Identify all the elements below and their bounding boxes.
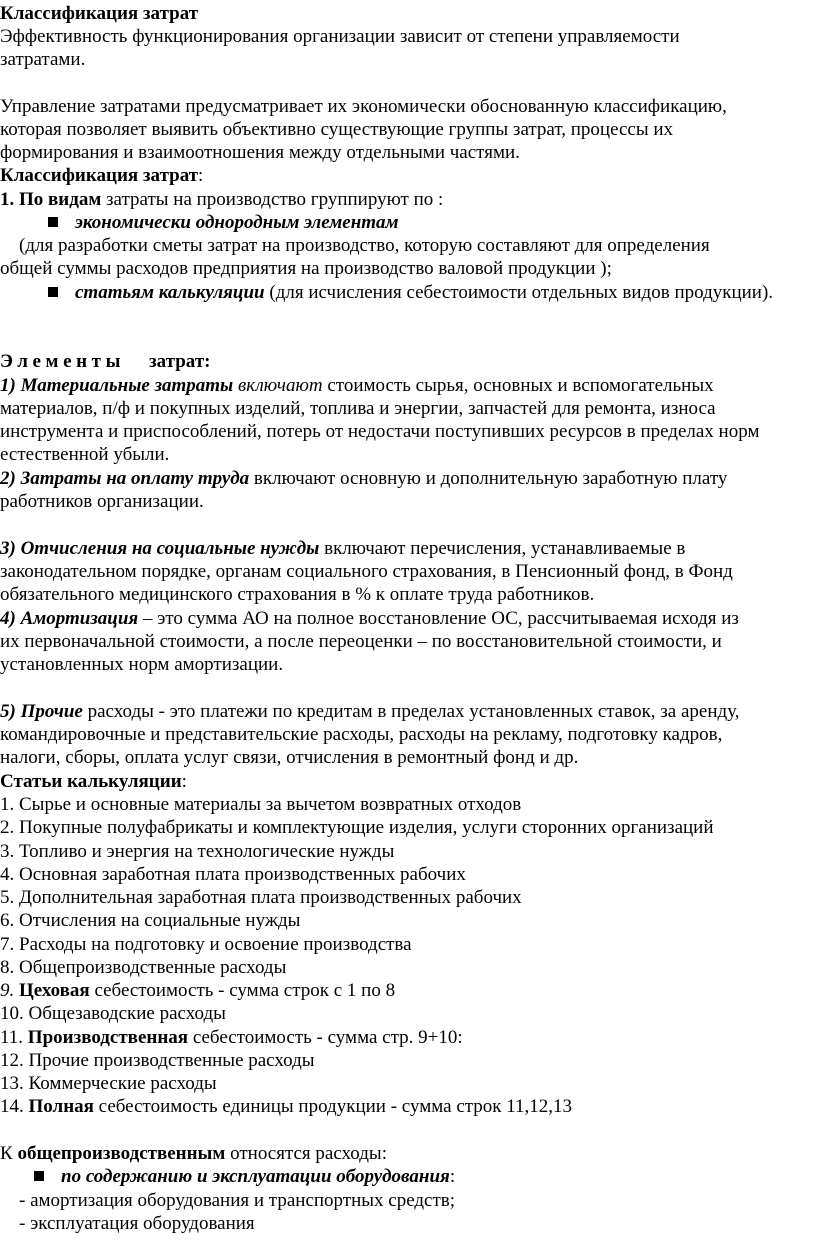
paragraph-line: их первоначальной стоимости, а после переоценки – по восстановительной стоимости, и: [0, 631, 722, 652]
paragraph-line: законодательном порядке, органам социального страхования, в Пенсионный фонд, в Фонд: [0, 561, 733, 582]
list-item: 5. Дополнительная заработная плата производственных рабочих: [0, 887, 522, 908]
list-item: 7. Расходы на подготовку и освоение производства: [0, 934, 412, 955]
paragraph-line: Эффективность функционирования организации зависит от степени управляемости: [0, 26, 680, 47]
list-item: 8. Общепроизводственные расходы: [0, 957, 287, 978]
paragraph-line: (для разработки сметы затрат на производство, которую составляют для определения: [19, 235, 710, 256]
element-1-line: 1) Материальные затраты включают стоимость сырья, основных и вспомогательных: [0, 375, 714, 396]
paragraph-line: естественной убыли.: [0, 444, 170, 465]
paragraph-line: работников организации.: [0, 491, 204, 512]
paragraph-line: установленных норм амортизации.: [0, 654, 284, 675]
paragraph-line: обязательного медицинского страхования в % к оплате труда работников.: [0, 584, 595, 605]
paragraph-line: Управление затратами предусматривает их экономически обоснованную классификацию,: [0, 96, 727, 117]
list-item: 11. Производственная себестоимость - сумма стр. 9+10:: [0, 1027, 463, 1048]
list-item: 1. Сырье и основные материалы за вычетом возвратных отходов: [0, 794, 522, 815]
bullet-item: статьям калькуляции (для исчисления себестоимости отдельных видов продукции).: [48, 281, 773, 304]
classification-heading: Классификация затрат:: [0, 165, 204, 186]
list-item: 6. Отчисления на социальные нужды: [0, 910, 301, 931]
list-item: 10. Общезаводские расходы: [0, 1003, 226, 1024]
list-item: 2. Покупные полуфабрикаты и комплектующие изделия, услуги сторонних организаций: [0, 817, 714, 838]
square-bullet-icon: [48, 217, 58, 227]
elements-heading: Элементы затрат:: [0, 351, 211, 372]
square-bullet-icon: [48, 287, 58, 297]
calculation-heading: Статьи калькуляции:: [0, 771, 187, 792]
list-item: 4. Основная заработная плата производственных рабочих: [0, 864, 466, 885]
list-item: 13. Коммерческие расходы: [0, 1073, 217, 1094]
element-5-line: 5) Прочие расходы - это платежи по кредитам в пределах установленных ставок, за аренду,: [0, 701, 740, 722]
overhead-line: К общепроизводственным относятся расходы:: [0, 1143, 387, 1164]
paragraph-line: командировочные и представительские расходы, расходы на рекламу, подготовку кадров,: [0, 724, 723, 745]
dash-item: - амортизация оборудования и транспортных средств;: [19, 1190, 456, 1211]
element-4-line: 4) Амортизация – это сумма АО на полное восстановление ОС, рассчитываемая исходя из: [0, 608, 739, 629]
document-title: Классификация затрат: [0, 3, 199, 24]
dash-item: - эксплуатация оборудования: [19, 1213, 255, 1234]
paragraph-line: общей суммы расходов предприятия на производство валовой продукции );: [0, 258, 612, 279]
paragraph-line: налоги, сборы, оплата услуг связи, отчисления в ремонтный фонд и др.: [0, 747, 579, 768]
square-bullet-icon: [34, 1171, 44, 1181]
bullet-item: экономически однородным элементам: [48, 211, 399, 234]
paragraph-line: формирования и взаимоотношения между отдельными частями.: [0, 142, 520, 163]
element-2-line: 2) Затраты на оплату труда включают основную и дополнительную заработную плату: [0, 468, 728, 489]
bullet-item: по содержанию и эксплуатации оборудования:: [34, 1165, 455, 1188]
paragraph-line: материалов, п/ф и покупных изделий, топлива и энергии, запчастей для ремонта, износа: [0, 398, 716, 419]
paragraph-line: инструмента и приспособлений, потерь от недостачи поступивших ресурсов в пределах норм: [0, 421, 760, 442]
list-item: 12. Прочие производственные расходы: [0, 1050, 315, 1071]
paragraph-line: затратами.: [0, 49, 86, 70]
list-item: 3. Топливо и энергия на технологические нужды: [0, 841, 395, 862]
paragraph-line: которая позволяет выявить объективно существующие группы затрат, процессы их: [0, 119, 674, 140]
by-type-line: 1. По видам затраты на производство группируют по :: [0, 189, 444, 210]
element-3-line: 3) Отчисления на социальные нужды включают перечисления, устанавливаемые в: [0, 538, 686, 559]
list-item: 9. Цеховая себестоимость - сумма строк с 1 по 8: [0, 980, 396, 1001]
list-item: 14. Полная себестоимость единицы продукции - сумма строк 11,12,13: [0, 1096, 573, 1117]
